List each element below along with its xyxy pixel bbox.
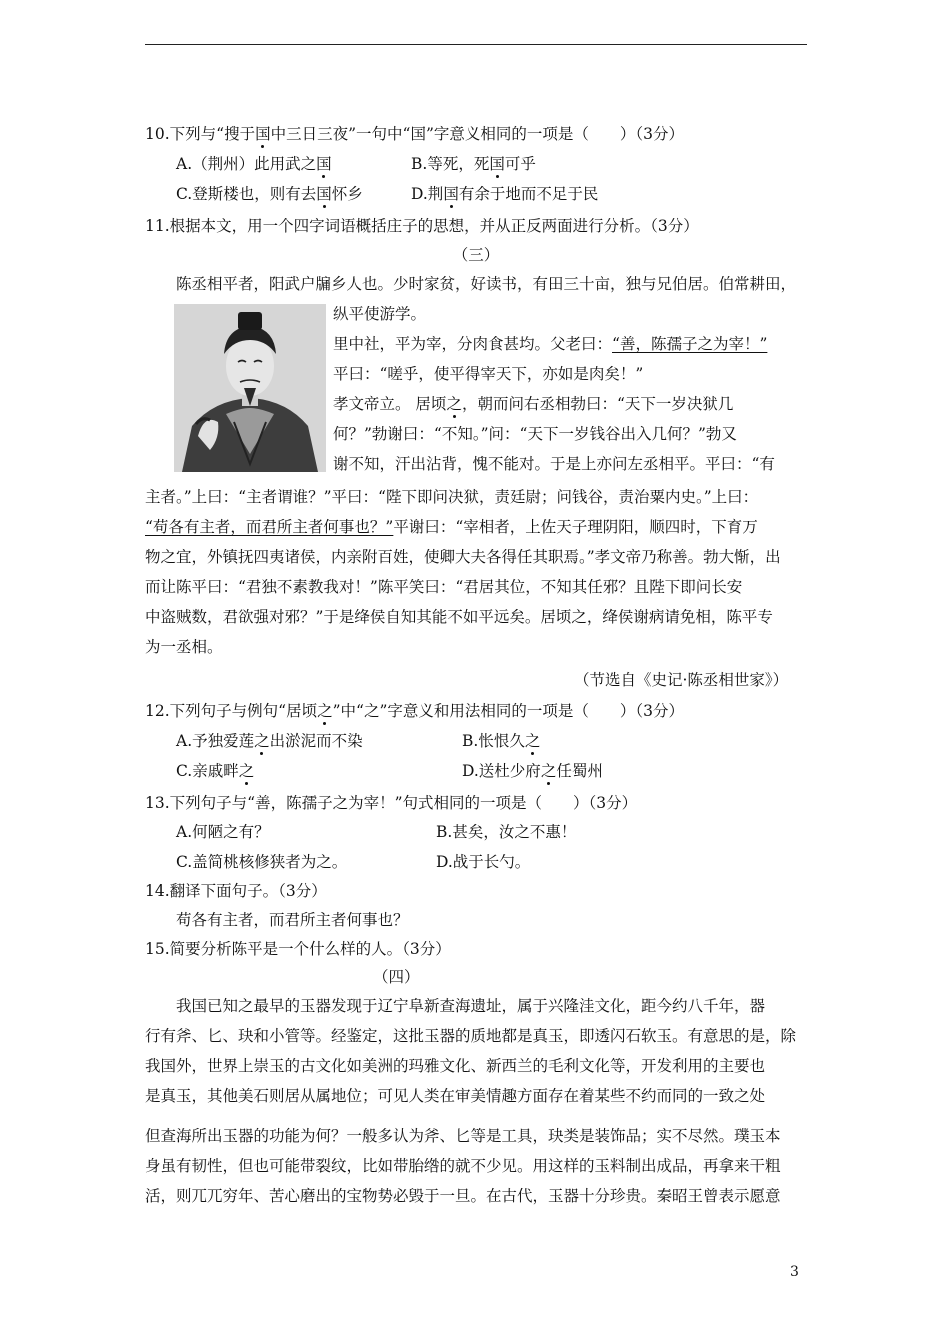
passage3-line-12: 中盗贼数，君欲强对邪？”于是绛侯自知其能不如平远矣。居顷之，绛侯谢病请免相，陈平专: [145, 608, 773, 626]
passage4-line-3: 我国外，世界上崇玉的古文化如美洲的玛雅文化、新西兰的毛利文化等，开发利用的主要也: [145, 1057, 766, 1075]
passage3-line-2: 纵平使游学。: [333, 305, 427, 323]
q12-option-a: A.予独爱莲之出淤泥而不染: [176, 732, 363, 750]
q11-stem: 11.根据本文，用一个四字词语概括庄子的思想，并从正反两面进行分析。（3分）: [145, 217, 699, 235]
header-rule: [145, 44, 807, 45]
passage4-line-2: 行有斧、匕、玦和小管等。经鉴定，这批玉器的质地都是真玉，即透闪石软玉。有意思的是，除: [145, 1027, 797, 1045]
passage3-line-11: 而让陈平曰：“君独不素教我对！”陈平笑曰：“君居其位，不知其任邪？且陛下即问长安: [145, 578, 743, 596]
q13-option-a: A.何陋之有？: [176, 823, 270, 841]
q10-option-a: A.（荆州）此用武之国: [176, 155, 332, 173]
passage3-line-8: 主者。”上曰：“主者谓谁？”平曰：“陛下即问决狱，责廷尉；问钱谷，责治粟内史。”上曰：: [145, 488, 759, 506]
q15-stem: 15.简要分析陈平是一个什么样的人。（3分）: [145, 940, 451, 958]
passage4-line-7: 活，则兀兀穷年、苦心磨出的宝物势必毁于一旦。在古代，玉器十分珍贵。秦昭王曾表示愿意: [145, 1187, 781, 1205]
passage3-line-7: 谢不知，汗出沾背，愧不能对。于是上亦问左丞相平。平曰：“有: [333, 455, 775, 473]
q14-sentence: 苟各有主者，而君所主者何事也？: [176, 911, 409, 929]
q10-option-b: B.等死，死国可乎: [411, 155, 536, 173]
q13-stem: 13.下列句子与“善，陈孺子之为宰！”句式相同的一项是（ ）（3分）: [145, 794, 638, 812]
q10-option-d: D.荆国有余于地而不足于民: [411, 185, 599, 203]
section-3-heading: （三）: [452, 246, 500, 264]
q12-option-c: C.亲戚畔之: [176, 762, 255, 780]
passage3-line-1: 陈丞相平者，阳武户牖乡人也。少时家贫，好读书，有田三十亩，独与兄伯居。伯常耕田，: [176, 275, 797, 293]
q14-stem: 14.翻译下面句子。（3分）: [145, 882, 327, 900]
passage4-line-1: 我国已知之最早的玉器发现于辽宁阜新查海遗址，属于兴隆洼文化，距今约八千年，器: [176, 997, 766, 1015]
q10-option-c: C.登斯楼也，则有去国怀乡: [176, 185, 363, 203]
passage3-line-3: 里中社，平为宰，分肉食甚均。父老曰：“善，陈孺子之为宰！”: [333, 335, 768, 353]
passage3-line-6: 何？”勃谢曰：“不知。”问：“天下一岁钱谷出入几何？”勃又: [333, 425, 737, 443]
q13-option-b: B.甚矣，汝之不惠！: [436, 823, 577, 841]
passage4-line-5: 但查海所出玉器的功能为何？一般多认为斧、匕等是工具，玦类是装饰品；实不尽然。璞玉本: [145, 1127, 781, 1145]
passage4-line-4: 是真玉，其他美石则居从属地位；可见人类在审美情趣方面存在着某些不约而同的一致之处: [145, 1087, 766, 1105]
q12-option-d: D.送杜少府之任蜀州: [462, 762, 603, 780]
section-4-heading: （四）: [373, 968, 420, 986]
q12-stem: 12.下列句子与例句“居顷之”中“之”字意义和用法相同的一项是（ ）（3分）: [145, 702, 684, 720]
q13-option-d: D.战于长勺。: [436, 853, 531, 871]
q10-stem: 10.下列与“搜于国中三日三夜”一句中“国”字意义相同的一项是（ ）（3分）: [145, 125, 684, 143]
passage3-source: （节选自《史记·陈丞相世家》）: [574, 671, 789, 689]
chen-ping-portrait-image: [174, 304, 326, 472]
passage3-line-9: “苟各有主者，而君所主者何事也？”平谢曰：“宰相者，上佐天子理阴阳，顺四时，下育万: [145, 518, 758, 536]
passage3-line-13: 为一丞相。: [145, 638, 223, 656]
passage3-line-10: 物之宜，外镇抚四夷诸侯，内亲附百姓，使卿大夫各得任其职焉。”孝文帝乃称善。勃大惭，出: [145, 548, 781, 566]
page-number: 3: [790, 1264, 799, 1280]
q12-option-b: B.怅恨久之: [462, 732, 541, 750]
passage3-line-4: 平曰：“嗟乎，使平得宰天下，亦如是肉矣！”: [333, 365, 644, 383]
passage3-line-5: 孝文帝立。 居顷之，朝而问右丞相勃曰：“天下一岁决狱几: [333, 395, 734, 413]
q13-option-c: C.盖简桃核修狭者为之。: [176, 853, 348, 871]
passage4-line-6: 身虽有韧性，但也可能带裂纹，比如带胎绺的就不少见。用这样的玉料制出成品，再拿来干粗: [145, 1157, 781, 1175]
